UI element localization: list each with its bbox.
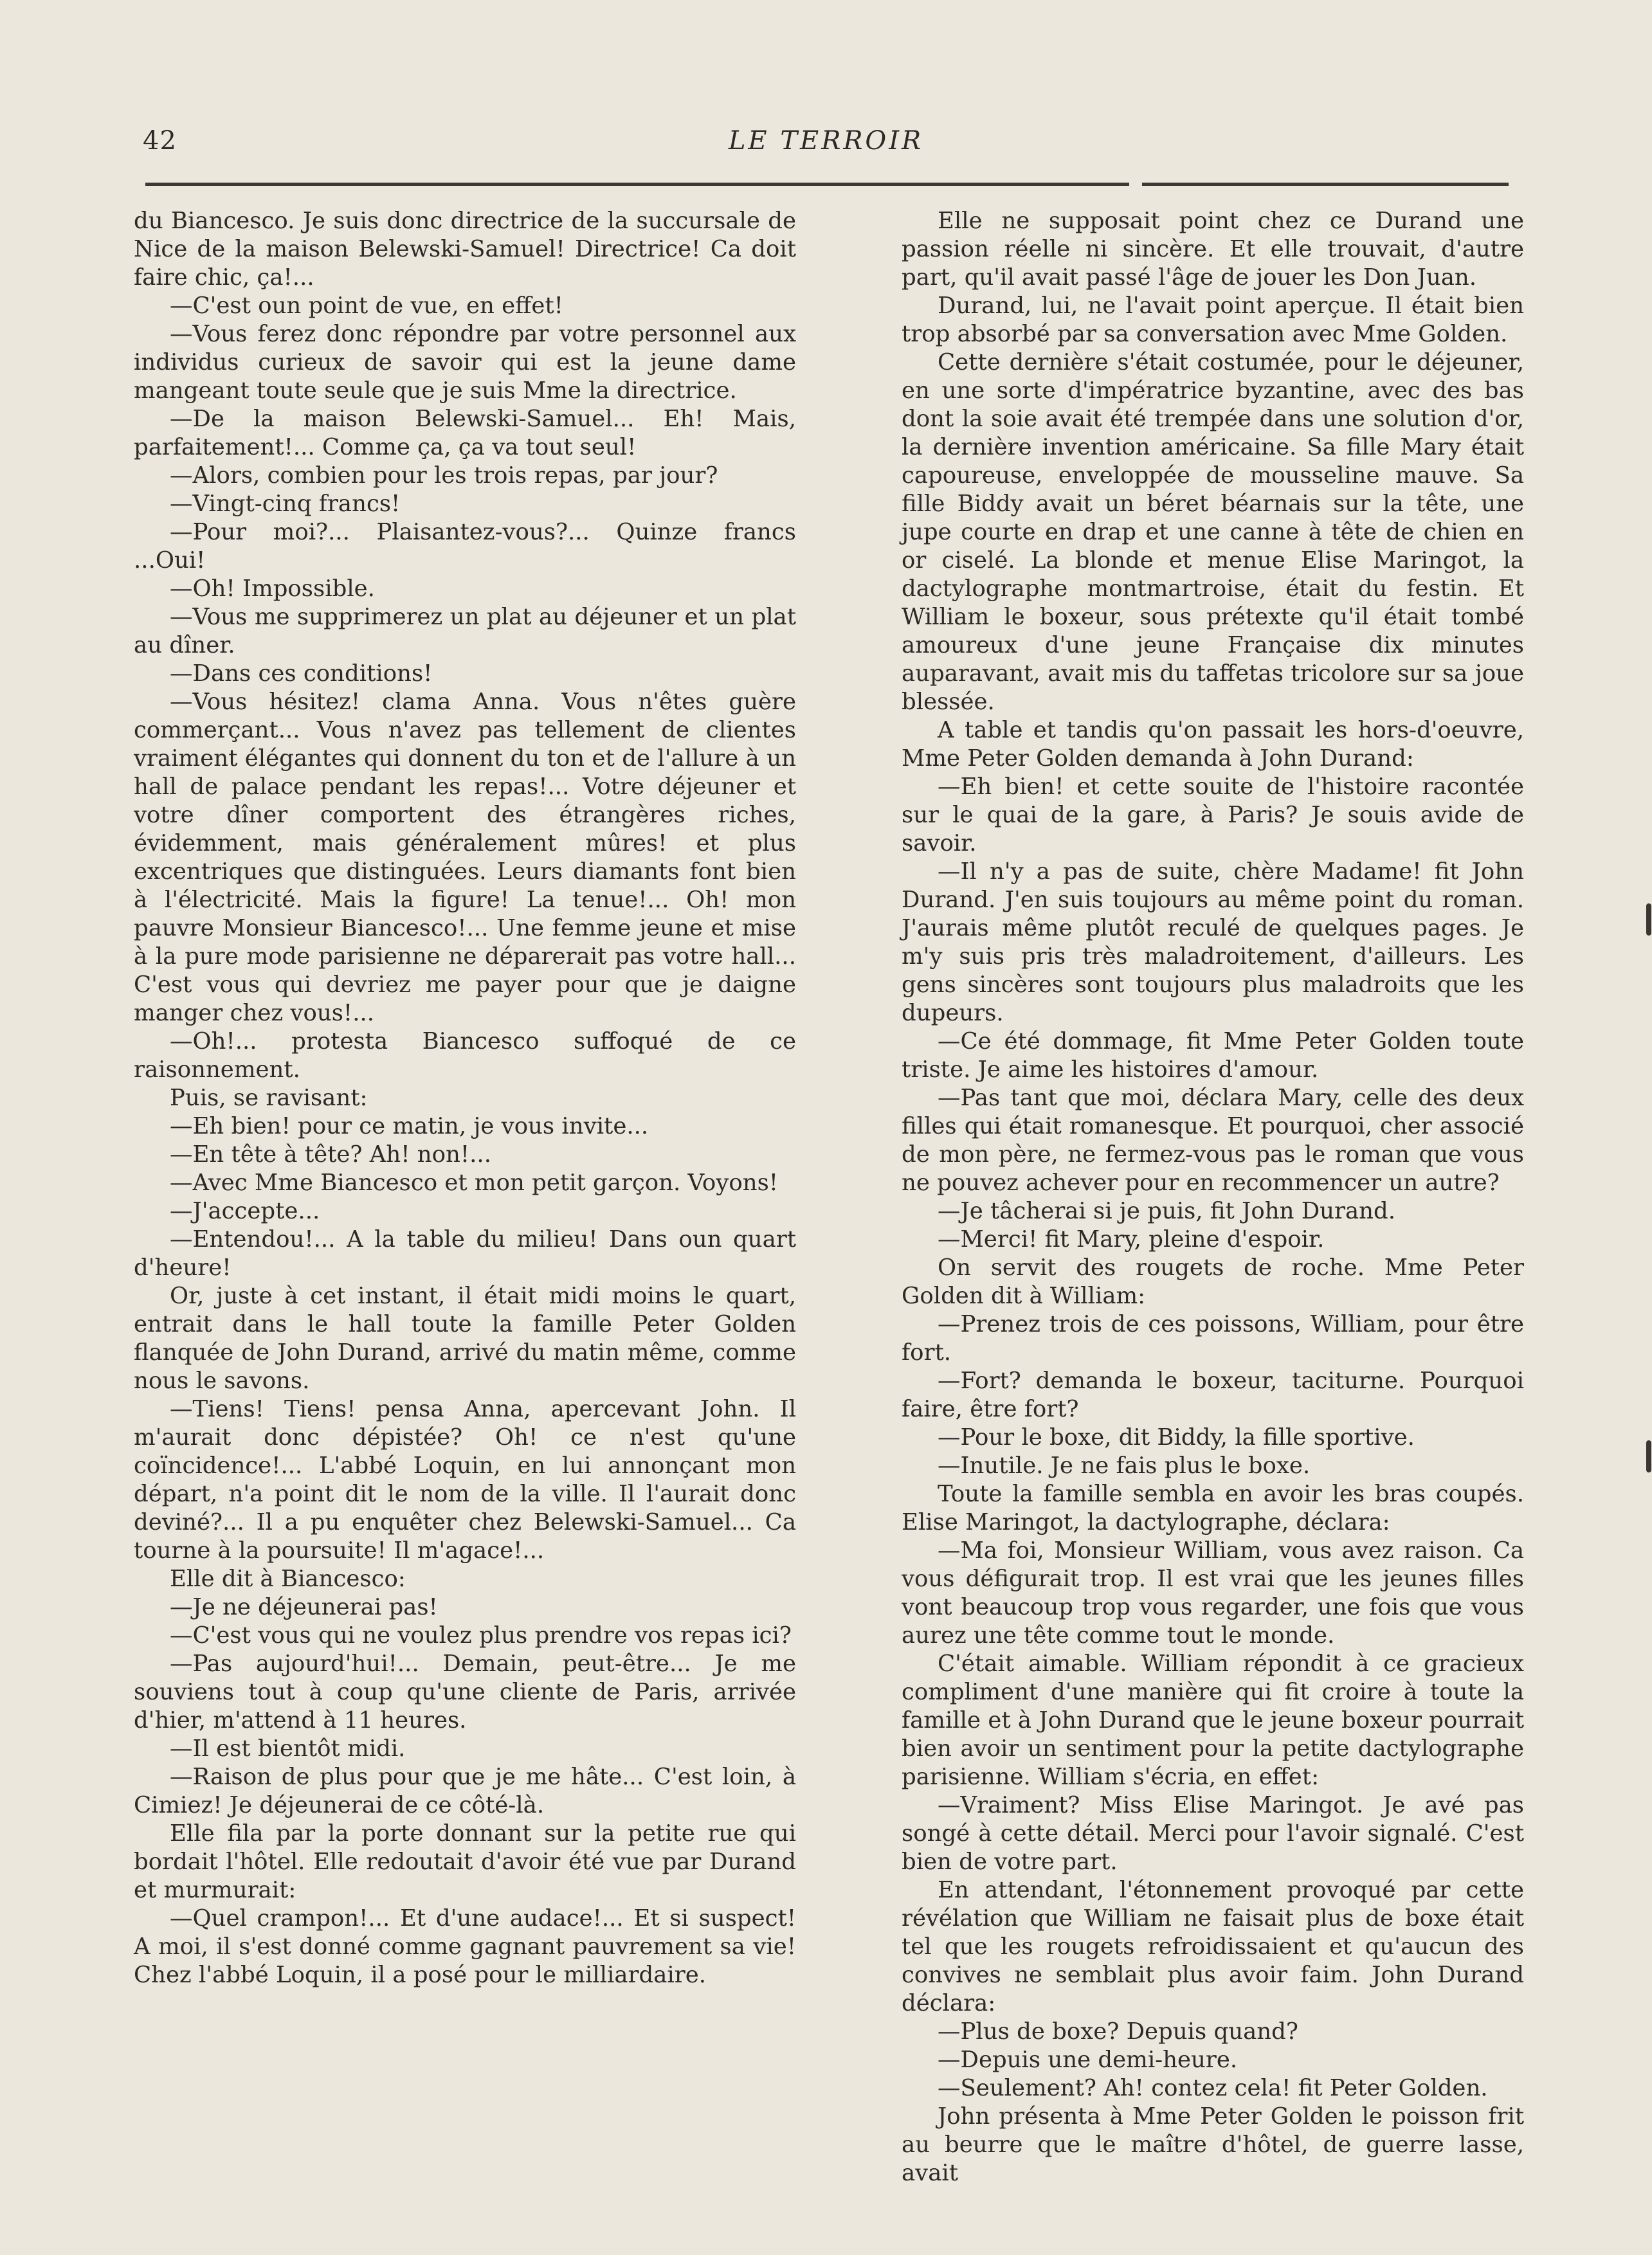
paragraph: —En tête à tête? Ah! non!... xyxy=(170,1141,491,1168)
left-column xyxy=(134,207,796,1989)
paragraph: —Tiens! Tiens! pensa Anna, apercevant John. Il m'aurait donc dépistée? Oh! ce n'est qu'une coïncidence!... L'abbé Loquin, en lui annonçant mon départ, n'a point dit le nom de la ville. Il l'aurait donc deviné?... Il a pu enquêter chez Belewski-Samuel... Ca tourne à la poursuite! Il m'agace!... xyxy=(134,1396,796,1564)
paragraph: —Eh bien! et cette souite de l'histoire racontée sur le quai de la gare, à Paris? Je souis avide de savoir. xyxy=(902,774,1524,856)
running-title: LE TERROIR xyxy=(728,126,924,156)
paragraph: Or, juste à cet instant, il était midi moins le quart, entrait dans le hall toute la famille Peter Golden flanquée de John Durand, arrivé du matin même, comme nous le savons. xyxy=(134,1283,796,1394)
paragraph: du Biancesco. Je suis donc directrice de la succursale de Nice de la maison Belewski-Samuel! Directrice! Ca doit faire chic, ça!... xyxy=(134,208,796,291)
paragraph: —Plus de boxe? Depuis quand? xyxy=(938,2018,1298,2045)
paragraph: John présenta à Mme Peter Golden le poisson frit au beurre que le maître d'hôtel, de guerre lasse, avait xyxy=(902,2103,1524,2186)
paragraph: Elle ne supposait point chez ce Durand une passion réelle ni sincère. Et elle trouvait, d'autre part, qu'il avait passé l'âge de jouer les Don Juan. xyxy=(902,208,1524,291)
paragraph: —Entendou!... A la table du milieu! Dans oun quart d'heure! xyxy=(134,1226,796,1281)
paragraph: C'était aimable. William répondit à ce gracieux compliment d'une manière qui fit croire à toute la famille et à John Durand que le jeune boxeur pourrait bien avoir un sentiment pour la petite dactylographe parisienne. William s'écria, en effet: xyxy=(902,1651,1524,1790)
right-column xyxy=(902,207,1524,2187)
paragraph: —Seulement? Ah! contez cela! fit Peter Golden. xyxy=(938,2075,1488,2101)
page-number: 42 xyxy=(143,126,177,156)
paragraph: Toute la famille sembla en avoir les bras coupés. Elise Maringot, la dactylographe, déclara: xyxy=(902,1481,1524,1535)
paragraph: —C'est oun point de vue, en effet! xyxy=(170,293,563,319)
paragraph: —Pour le boxe, dit Biddy, la fille sportive. xyxy=(938,1424,1415,1451)
paragraph: Elle dit à Biancesco: xyxy=(170,1566,406,1592)
header-rule-right xyxy=(1142,183,1509,186)
paragraph: —Dans ces conditions! xyxy=(170,660,433,687)
paragraph: Cette dernière s'était costumée, pour le déjeuner, en une sorte d'impératrice byzantine, avec des bas dont la soie avait été trempée dans une solution d'or, la dernière invention américaine. Sa fille Mary était capoureuse, enveloppée de mousseline mauve. Sa fille Biddy avait un béret béarnais sur la tête, une jupe courte en drap et une canne à tête de chien en or ciselé. La blonde et menue Elise Maringot, la dactylographe montmartroise, était du festin. Et William le boxeur, sous prétexte qu'il était tombé amoureux d'une jeune Française dix minutes auparavant, avait mis du taffetas tricolore sur sa joue blessée. xyxy=(902,349,1524,715)
paragraph: —Oh!... protesta Biancesco suffoqué de ce raisonnement. xyxy=(134,1028,796,1083)
paragraph: —C'est vous qui ne voulez plus prendre vos repas ici? xyxy=(170,1622,792,1649)
paragraph: —Prenez trois de ces poissons, William, pour être fort. xyxy=(902,1311,1524,1366)
paragraph: En attendant, l'étonnement provoqué par cette révélation que William ne faisait plus de boxe était tel que les rougets refroidissaient et qu'aucun des convives ne semblait plus avoir faim. John Durand déclara: xyxy=(902,1877,1524,2016)
paragraph: Durand, lui, ne l'avait point aperçue. Il était bien trop absorbé par sa conversation avec Mme Golden. xyxy=(902,293,1524,347)
paragraph: —Il est bientôt midi. xyxy=(170,1735,406,1762)
header-rule-left xyxy=(145,183,1129,186)
paragraph: —Vous hésitez! clama Anna. Vous n'êtes guère commerçant... Vous n'avez pas tellement de clientes vraiment élégantes qui donnent du ton et de l'allure à un hall de palace pendant les repas!... Votre déjeuner et votre dîner comportent des étrangères riches, évidemment, mais généralement mûres! et plus excentriques que distinguées. Leurs diamants font bien à l'électricité. Mais la figure! La tenue!... Oh! mon pauvre Monsieur Biancesco!... Une femme jeune et mise à la pure mode parisienne ne déparerait pas votre hall... C'est vous qui devriez me payer pour que je daigne manger chez vous!... xyxy=(134,689,796,1026)
paragraph: A table et tandis qu'on passait les hors-d'oeuvre, Mme Peter Golden demanda à John Durand: xyxy=(902,717,1524,772)
paragraph: Elle fila par la porte donnant sur la petite rue qui bordait l'hôtel. Elle redoutait d'avoir été vue par Durand et murmurait: xyxy=(134,1820,796,1903)
paragraph: —Fort? demanda le boxeur, taciturne. Pourquoi faire, être fort? xyxy=(902,1368,1524,1422)
paragraph: —Ma foi, Monsieur William, vous avez raison. Ca vous défigurait trop. Il est vrai que les jeunes filles vont beaucoup trop vous regarder, une fois que vous aurez une tête comme tout le monde. xyxy=(902,1537,1524,1649)
paragraph: On servit des rougets de roche. Mme Peter Golden dit à William: xyxy=(902,1254,1524,1309)
paragraph: —Merci! fit Mary, pleine d'espoir. xyxy=(938,1226,1325,1253)
paragraph: —Quel crampon!... Et d'une audace!... Et si suspect! A moi, il s'est donné comme gagnant pauvrement sa vie! Chez l'abbé Loquin, il a posé pour le milliardaire. xyxy=(134,1905,796,1988)
paragraph: —Raison de plus pour que je me hâte... C'est loin, à Cimiez! Je déjeunerai de ce côté-là. xyxy=(134,1764,796,1818)
paragraph: —Vous me supprimerez un plat au déjeuner et un plat au dîner. xyxy=(134,604,796,658)
paragraph: —Oh! Impossible. xyxy=(170,575,375,602)
paragraph: —Vraiment? Miss Elise Maringot. Je avé pas songé à cette détail. Merci pour l'avoir signalé. C'est bien de votre part. xyxy=(902,1792,1524,1875)
paragraph: —Alors, combien pour les trois repas, par jour? xyxy=(170,462,718,489)
paragraph: —Pas tant que moi, déclara Mary, celle des deux filles qui était romanesque. Et pourquoi, cher associé de mon père, ne fermez-vous pas le roman que vous ne pouvez achever pour en recommencer un autre? xyxy=(902,1085,1524,1196)
paragraph: —Inutile. Je ne fais plus le boxe. xyxy=(938,1453,1311,1479)
paragraph: —Vingt-cinq francs! xyxy=(170,491,401,517)
margin-mark xyxy=(1646,1440,1651,1472)
paragraph: —Pas aujourd'hui!... Demain, peut-être... Je me souviens tout à coup qu'une cliente de Paris, arrivée d'hier, m'attend à 11 heures. xyxy=(134,1651,796,1734)
paragraph: —Il n'y a pas de suite, chère Madame! fit John Durand. J'en suis toujours au même point du roman. J'aurais même plutôt reculé de quelques pages. Je m'y suis pris très maladroitement, d'ailleurs. Les gens sincères sont toujours plus maladroits que les dupeurs. xyxy=(902,858,1524,1026)
paragraph: —De la maison Belewski-Samuel... Eh! Mais, parfaitement!... Comme ça, ça va tout seul! xyxy=(134,406,796,460)
paragraph: —Avec Mme Biancesco et mon petit garçon. Voyons! xyxy=(170,1170,779,1196)
paragraph: —Vous ferez donc répondre par votre personnel aux individus curieux de savoir qui est la jeune dame mangeant toute seule que je suis Mme la directrice. xyxy=(134,321,796,404)
paragraph: —Depuis une demi-heure. xyxy=(938,2047,1238,2073)
paragraph: —Je ne déjeunerai pas! xyxy=(170,1594,438,1620)
paragraph: —Eh bien! pour ce matin, je vous invite... xyxy=(170,1113,649,1139)
paragraph: Puis, se ravisant: xyxy=(170,1085,368,1111)
paragraph: —Je tâcherai si je puis, fit John Durand. xyxy=(938,1198,1396,1224)
paragraph: —J'accepte... xyxy=(170,1198,320,1224)
margin-mark xyxy=(1646,903,1651,936)
paragraph: —Pour moi?... Plaisantez-vous?... Quinze francs ...Oui! xyxy=(134,519,796,574)
paragraph: —Ce été dommage, fit Mme Peter Golden toute triste. Je aime les histoires d'amour. xyxy=(902,1028,1524,1083)
